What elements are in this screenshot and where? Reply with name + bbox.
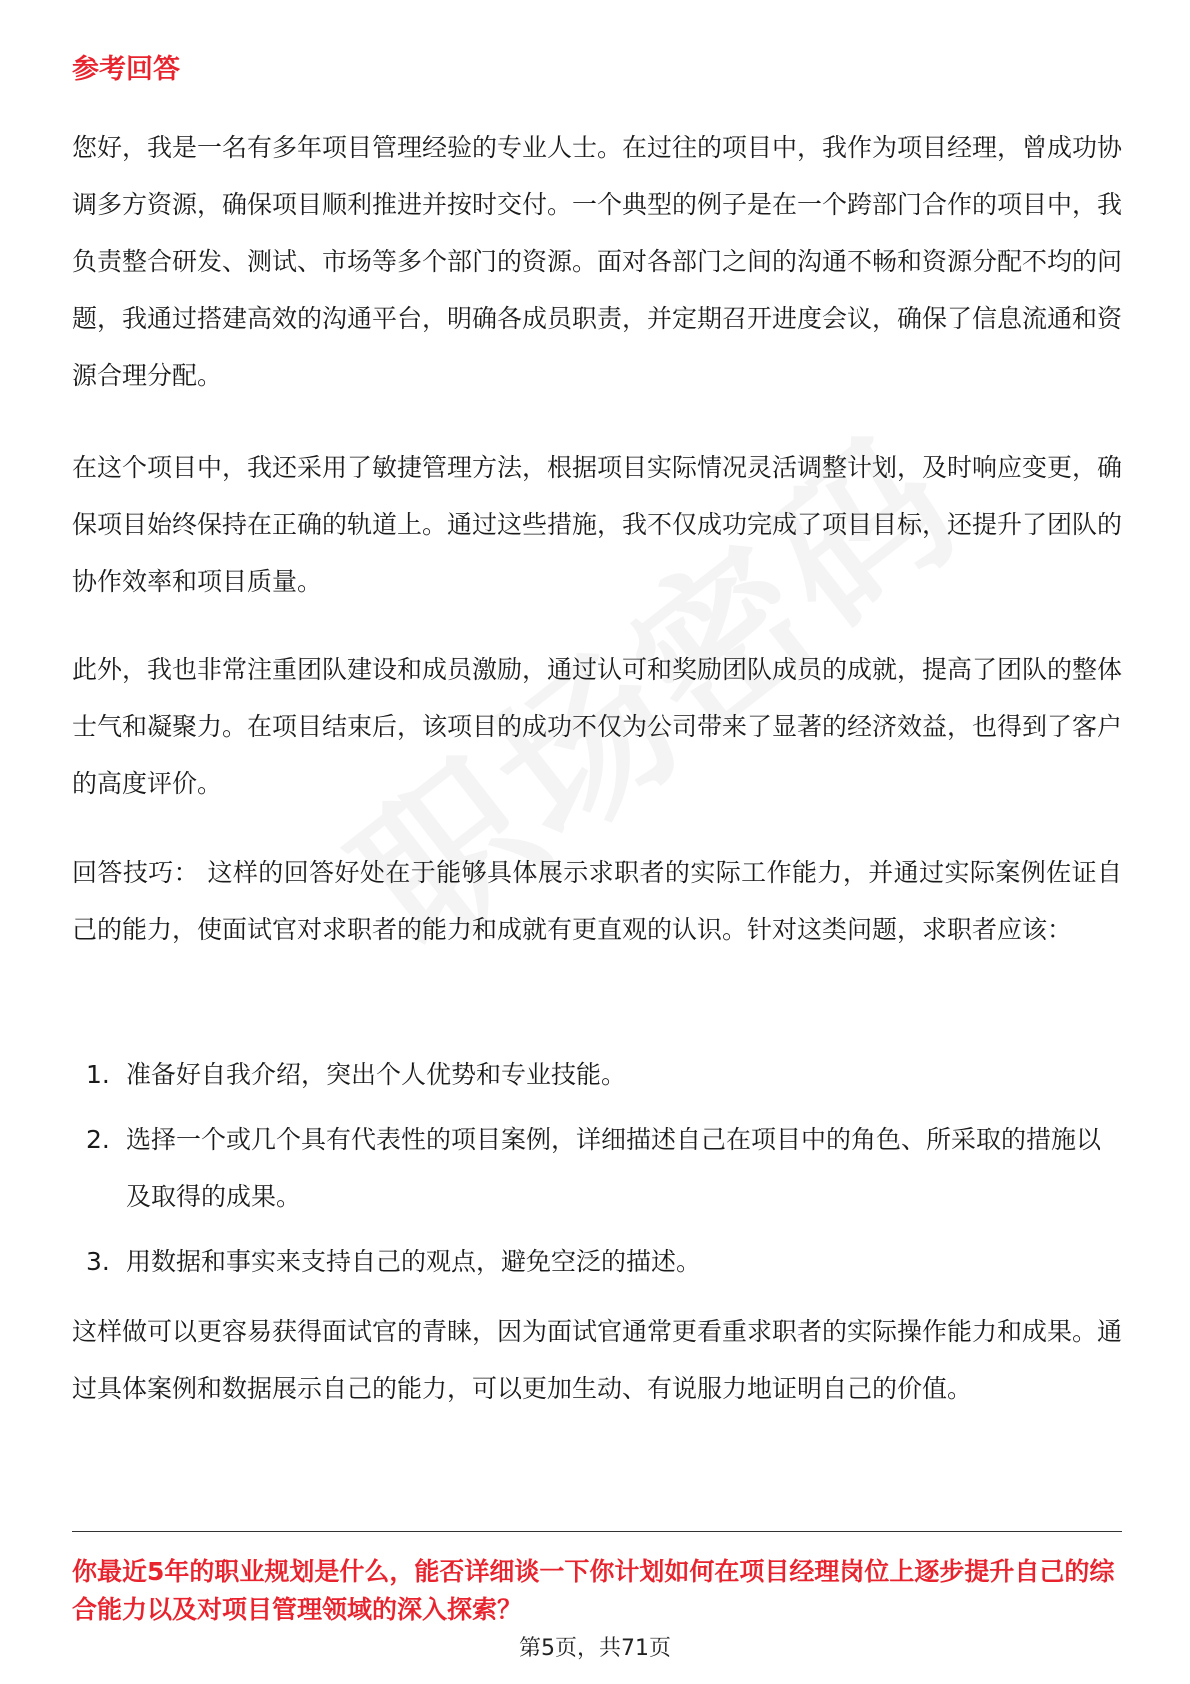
- list-item-text: 用数据和事实来支持自己的观点，避免空泛的描述。: [126, 1247, 702, 1276]
- section-heading: 参考回答: [72, 54, 180, 85]
- list-item-number: 1.: [86, 1060, 110, 1089]
- tips-list: [72, 1046, 1122, 1298]
- list-item-number: 3.: [86, 1247, 110, 1276]
- tips-paragraph: 回答技巧： 这样的回答好处在于能够具体展示求职者的实际工作能力，并通过实际案例佐证自己的能力，使面试官对求职者的能力和成就有更直观的认识。针对这类问题，求职者应该：: [72, 858, 1122, 944]
- document-page: [72, 0, 1122, 1684]
- answer-paragraph-1: 您好，我是一名有多年项目管理经验的专业人士。在过往的项目中，我作为项目经理，曾成功协调多方资源，确保项目顺利推进并按时交付。一个典型的例子是在一个跨部门合作的项目中，我负责整合研发、测试、市场等多个部门的资源。面对各部门之间的沟通不畅和资源分配不均的问题，我通过搭建高效的沟通平台，明确各成员职责，并定期召开进度会议，确保了信息流通和资源合理分配。: [72, 133, 1123, 390]
- next-question: 你最近5年的职业规划是什么，能否详细谈一下你计划如何在项目经理岗位上逐步提升自己的综合能力以及对项目管理领域的深入探索？: [72, 1557, 1115, 1624]
- answer-paragraph-2: 在这个项目中，我还采用了敏捷管理方法，根据项目实际情况灵活调整计划，及时响应变更，确保项目始终保持在正确的轨道上。通过这些措施，我不仅成功完成了项目目标，还提升了团队的协作效率和项目质量。: [72, 453, 1123, 596]
- list-item: [72, 1046, 1122, 1103]
- closing-paragraph: 这样做可以更容易获得面试官的青睐，因为面试官通常更看重求职者的实际操作能力和成果。通过具体案例和数据展示自己的能力，可以更加生动、有说服力地证明自己的价值。: [72, 1317, 1123, 1403]
- list-item-text: 准备好自我介绍，突出个人优势和专业技能。: [126, 1060, 627, 1089]
- list-item: [72, 1233, 1122, 1290]
- page-number: 第5页，共71页: [519, 1636, 671, 1661]
- answer-paragraph-3: 此外，我也非常注重团队建设和成员激励，通过认可和奖励团队成员的成就，提高了团队的整体士气和凝聚力。在项目结束后，该项目的成功不仅为公司带来了显著的经济效益，也得到了客户的高度评价。: [72, 655, 1123, 798]
- list-item: [72, 1111, 1122, 1225]
- list-item-text: 选择一个或几个具有代表性的项目案例，详细描述自己在项目中的角色、所采取的措施以及取得的成果。: [126, 1125, 1102, 1211]
- list-item-number: 2.: [86, 1125, 110, 1154]
- section-divider: [72, 1531, 1122, 1532]
